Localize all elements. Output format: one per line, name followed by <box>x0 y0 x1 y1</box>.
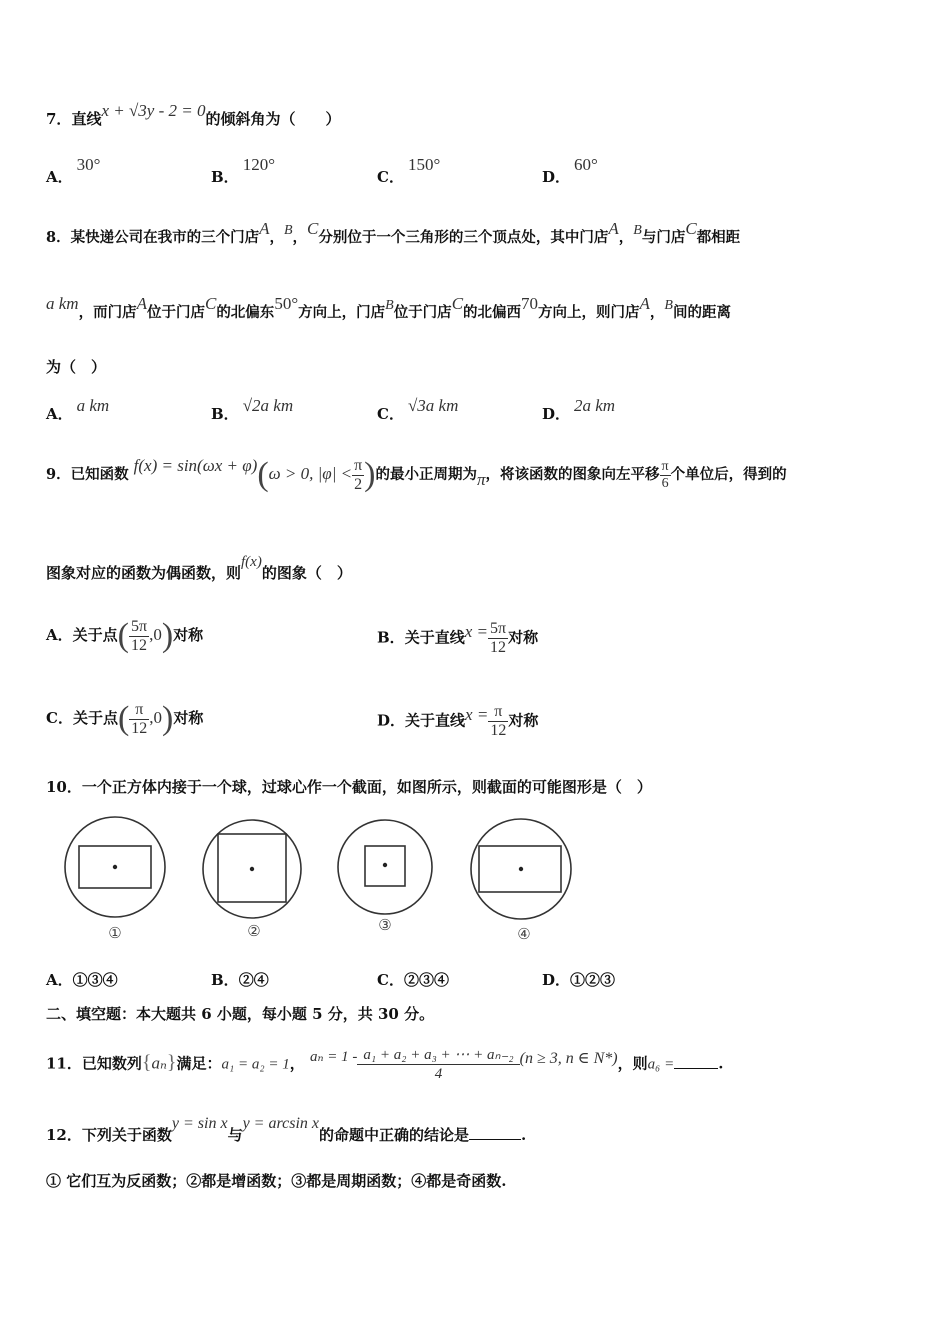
q11-brace: } <box>166 1051 177 1074</box>
q12-post: 的命题中正确的结论是 <box>318 1126 469 1144</box>
figure-2 <box>203 820 301 940</box>
q10-option-b[interactable] <box>211 969 269 990</box>
q8-option-c-label: C． <box>377 405 404 423</box>
q9-number: 9． <box>46 466 71 483</box>
q9-shift-num: π <box>661 458 669 474</box>
q8-number: 8． <box>46 229 71 246</box>
q8-text: 间的距离 <box>672 304 731 321</box>
q10-option-d-label: D． <box>542 971 571 989</box>
q9-option-a-num: 5π <box>130 617 148 635</box>
q11-number: 11． <box>46 1054 82 1073</box>
q8-text: 的北偏东 <box>216 304 275 321</box>
q8-var-b: B <box>664 298 673 313</box>
q9-option-a-suffix: 对称 <box>173 626 204 644</box>
q9-option-d[interactable] <box>377 703 538 740</box>
q8-option-b-label: B． <box>211 405 239 423</box>
q11-frac-den: 4 <box>434 1066 443 1082</box>
q9-shift-fraction <box>660 459 671 492</box>
q7-option-d[interactable] <box>542 155 598 187</box>
q8-option-d[interactable] <box>542 396 616 424</box>
q11-mid: 满足： <box>176 1054 222 1073</box>
q11-brace: { <box>141 1051 152 1074</box>
q9-option-b-label: B． <box>377 628 405 647</box>
q8-comma: ， <box>649 304 665 321</box>
q12-pre: 下列关于函数 <box>81 1126 172 1144</box>
q8-option-a-label: A． <box>46 405 73 423</box>
q10-figures <box>50 812 590 947</box>
q8-option-a-value: a km <box>76 396 110 415</box>
q8-text: 的北偏西 <box>463 304 522 321</box>
q10-option-c[interactable] <box>377 969 449 990</box>
q9-option-b-num: 5π <box>489 620 507 637</box>
q8-line3: 为（ ） <box>46 358 107 376</box>
q11-initial: a₁ = a₂ = 1 <box>221 1056 290 1073</box>
q9-option-a-text: 关于点 <box>72 626 118 644</box>
q10-option-a-value: ①③④ <box>72 971 118 989</box>
figure-2-label: ② <box>247 924 261 940</box>
q8-text: ，而门店 <box>78 304 137 321</box>
q7-option-a-value: 30° <box>76 155 101 174</box>
q8-angle-50: 50° <box>274 294 299 313</box>
q8-comma: ， <box>618 229 634 246</box>
q9-line1 <box>46 456 787 494</box>
q8-comma: ， <box>292 229 308 246</box>
q8-option-b[interactable] <box>211 396 294 424</box>
q12-statements: ① 它们互为反函数；②都是增函数；③都是周期函数；④都是奇函数. <box>46 1172 507 1190</box>
q11-stem <box>46 1046 723 1083</box>
q12-mid: 与 <box>227 1126 243 1144</box>
q8-text: 位于门店 <box>393 304 452 321</box>
q9-cond-den: 2 <box>354 475 363 493</box>
q8-text: 与门店 <box>641 229 686 246</box>
q8-option-b-value: √2a km <box>242 396 294 415</box>
q7-pre: 直线 <box>71 110 102 128</box>
q9-period: π <box>477 470 486 489</box>
q9-option-a[interactable] <box>46 617 203 655</box>
q9-option-a-label: A． <box>46 626 73 644</box>
figure-3-label: ③ <box>378 918 392 934</box>
q7-equation: x + √3y - 2 = 0 <box>101 101 206 120</box>
q9-option-d-fraction <box>488 703 508 740</box>
q9-option-a-tail: ,0 <box>149 625 162 644</box>
q9-paren-right: ) <box>364 456 376 493</box>
q8-text: 方向上，门店 <box>298 304 386 321</box>
q9-option-b-fraction <box>488 620 508 657</box>
q9-condition: ω > 0, |φ| < <box>268 464 353 483</box>
q10-option-c-value: ②③④ <box>403 971 449 989</box>
q8-option-d-value: 2a km <box>574 396 616 415</box>
q7-option-c-value: 150° <box>407 155 441 174</box>
q9-mid2: ，将该函数的图象向左平移 <box>485 466 660 483</box>
q8-var-a: A <box>259 219 270 238</box>
figure-4-label: ④ <box>517 927 531 943</box>
q9-option-b-suffix: 对称 <box>508 628 539 647</box>
q9-option-c-den: 12 <box>131 719 148 737</box>
q9-option-d-text: 关于直线 <box>405 711 466 730</box>
q10-option-b-value: ②④ <box>238 971 269 989</box>
q9-option-b-var: x = <box>464 621 488 641</box>
q9-option-b-text: 关于直线 <box>404 628 465 647</box>
q9-option-d-var: x = <box>465 704 489 724</box>
q8-var-c: C <box>451 294 464 313</box>
q8-option-a[interactable] <box>46 396 110 424</box>
q7-option-c[interactable] <box>377 155 441 187</box>
q10-option-b-label: B． <box>211 971 239 989</box>
q8-comma: ， <box>269 229 284 246</box>
q9-pre: 已知函数 <box>70 466 129 483</box>
q11-answer-blank[interactable] <box>674 1068 718 1069</box>
q9-shift-den: 6 <box>661 475 669 491</box>
q9-option-d-label: D． <box>377 711 406 730</box>
q11-sequence: aₙ <box>151 1053 167 1073</box>
q7-option-d-label: D． <box>542 168 571 186</box>
q8-angle-70: 70 <box>521 294 539 313</box>
q10-stem <box>46 776 652 797</box>
q7-post: 的倾斜角为（ ） <box>205 110 341 128</box>
q9-line2 <box>46 554 352 583</box>
q9-option-a-den: 12 <box>131 636 148 654</box>
section-2-title: 二、填空题：本大题共 6 小题，每小题 5 分，共 30 分。 <box>46 1005 435 1023</box>
q9-paren-left: ( <box>257 456 269 493</box>
q8-var-a: A <box>608 219 619 238</box>
q8-line2 <box>46 294 731 322</box>
q11-condition: (n ≥ 3, n ∈ N*) <box>519 1049 618 1067</box>
q9-option-d-den: 12 <box>490 722 507 739</box>
q10-option-d-value: ①②③ <box>570 971 616 989</box>
q9-option-c-tail: ,0 <box>149 708 163 727</box>
q12-end: . <box>521 1126 527 1144</box>
q10-option-a-label: A． <box>46 971 73 989</box>
figure-3 <box>338 820 432 934</box>
q9-option-c-suffix: 对称 <box>173 709 204 727</box>
q7-option-a-label: A． <box>46 168 73 186</box>
q9-function: f(x) = sin(ωx + φ) <box>133 456 258 475</box>
q12-function-2: y = arcsin x <box>242 1115 319 1132</box>
q7-stem <box>46 101 341 129</box>
figure-4 <box>471 819 571 943</box>
q11-post: ，则 <box>617 1054 648 1073</box>
q8-option-d-label: D． <box>542 405 571 423</box>
q8-distance: a km <box>46 294 79 313</box>
q11-pre: 已知数列 <box>81 1054 142 1073</box>
q9-option-b-den: 12 <box>490 639 507 656</box>
q8-text: 分别位于一个三角形的三个顶点处，其中门店 <box>318 229 609 246</box>
q10-option-d[interactable] <box>542 969 615 990</box>
q9-option-a-paren: ( <box>117 617 129 654</box>
q10-text: 一个正方体内接于一个球，过球心作一个截面，如图所示，则截面的可能图形是（ ） <box>81 778 652 796</box>
q7-option-c-label: C． <box>377 168 404 186</box>
q8-var-a: A <box>639 294 650 313</box>
q9-option-c-paren: ( <box>117 700 130 737</box>
q12-stem <box>46 1115 527 1145</box>
q11-frac-num: a₁ + a₂ + a₃ + ⋯ + aₙ₋₂ <box>357 1046 519 1065</box>
q9-option-c-label: C． <box>46 709 73 727</box>
q11-end: . <box>718 1054 724 1073</box>
figure-1-label: ① <box>108 926 122 942</box>
q9-line2-fx: f(x) <box>241 554 262 570</box>
q8-var-b: B <box>385 298 394 313</box>
q8-var-c: C <box>685 219 697 238</box>
q7-number: 7． <box>46 110 72 128</box>
q9-line2-pre: 图象对应的函数为偶函数，则 <box>46 564 242 582</box>
q8-var-b: B <box>283 223 293 238</box>
q12-answer-blank[interactable] <box>469 1139 521 1140</box>
q9-cond-fraction <box>352 457 364 494</box>
q9-option-a-fraction <box>129 618 149 655</box>
q8-var-a: A <box>136 294 147 313</box>
q8-text: 都相距 <box>696 229 741 246</box>
q9-option-c-text: 关于点 <box>72 709 118 727</box>
q9-option-c[interactable] <box>46 700 203 738</box>
q9-option-c-num: π <box>129 701 149 720</box>
q7-option-b-value: 120° <box>242 155 275 174</box>
q10-option-a[interactable] <box>46 969 118 990</box>
q8-text: 某快递公司在我市的三个门店 <box>70 229 260 246</box>
q7-option-b-label: B． <box>211 168 239 186</box>
q8-text: 方向上，则门店 <box>538 304 640 321</box>
q9-post: 个单位后，得到的 <box>670 466 787 483</box>
q9-option-c-fraction <box>129 701 149 738</box>
q8-var-c: C <box>307 219 319 238</box>
q9-option-d-suffix: 对称 <box>508 711 539 730</box>
q9-option-b[interactable] <box>377 620 538 657</box>
q12-function-1: y = sin x <box>171 1115 228 1132</box>
q11-a6: a₆ = <box>647 1056 675 1073</box>
q7-option-d-value: 60° <box>574 155 598 174</box>
q11-comma: ， <box>289 1054 305 1073</box>
q7-option-b[interactable] <box>211 155 275 187</box>
q7-option-a[interactable] <box>46 155 101 187</box>
q8-line1 <box>46 219 741 247</box>
q8-text: 位于门店 <box>146 304 205 321</box>
q9-line2-post: 的图象（ ） <box>261 564 352 582</box>
q9-option-c-paren: ) <box>162 700 174 737</box>
q8-option-c[interactable] <box>377 396 459 424</box>
q8-var-c: C <box>204 294 217 313</box>
q9-option-d-num: π <box>488 703 508 722</box>
q11-fraction <box>357 1046 519 1083</box>
q9-mid: 的最小正周期为 <box>375 466 477 483</box>
q8-var-b: B <box>633 223 642 238</box>
q12-number: 12． <box>46 1126 82 1144</box>
q9-option-a-paren: ) <box>161 617 174 654</box>
q10-option-c-label: C． <box>377 971 404 989</box>
q11-recurrence: aₙ = 1 - <box>309 1048 358 1065</box>
q8-option-c-value: √3a km <box>407 396 459 415</box>
q10-number: 10． <box>46 778 82 796</box>
figure-1 <box>65 817 165 942</box>
q9-cond-num: π <box>354 456 363 474</box>
